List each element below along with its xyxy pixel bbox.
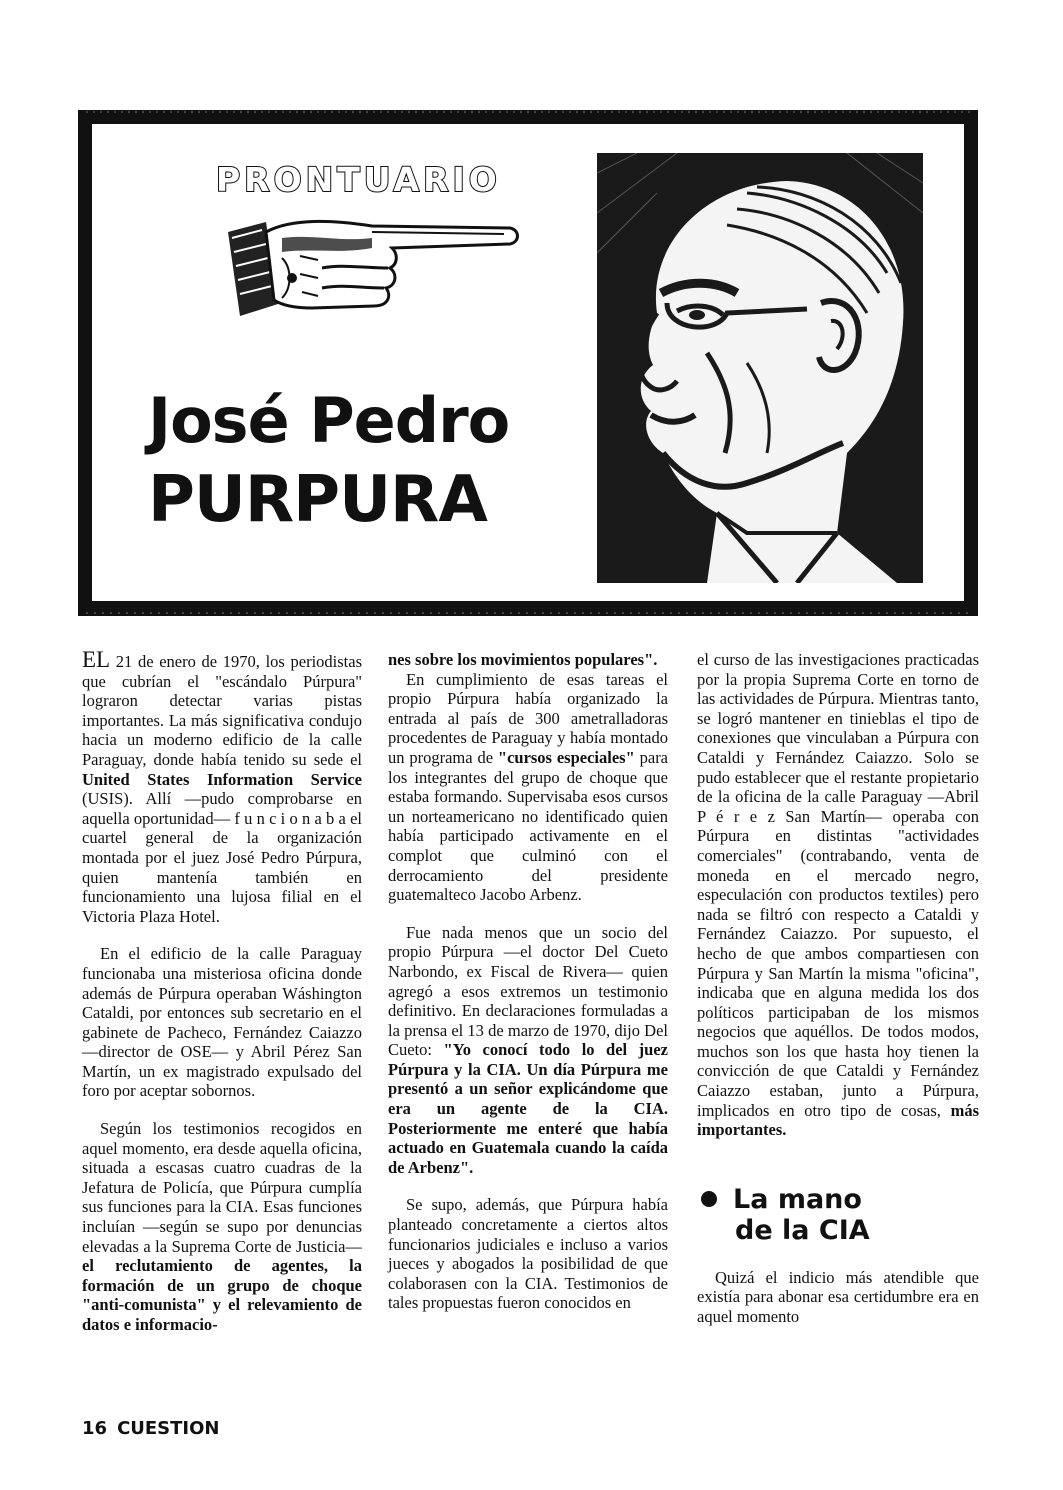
bold-text: "cursos especiales" (497, 747, 635, 767)
paragraph-text: En cumplimiento de esas tareas el propio Púrpura había organizado la entrada al país de 300 ametralladoras procedentes de Paraguay y había montado un programa de (388, 669, 668, 767)
paragraph: Se supo, además, que Púrpura había planteado concretamente a ciertos altos funcionarios judiciales e incluso a varios jueces y abogados la posibilidad de que colaborasen con la CIA. Testimonios de tales propuestas fueron conocidos en (388, 1195, 668, 1313)
paragraph-text: el curso de las investigaciones practicadas por la propia Suprema Corte en torno de las actividades de Púrpura. Mientras tanto, se logró mantener en tinieblas el tipo de conexiones que vinculaban a Púrpura con Cataldi y Fernández Caiazzo. Solo se pudo establecer que el restante propietario de la oficina de la calle Paraguay —Abril P é r e z San Martín— operaba con Púrpura en distintas "actividades comerciales" (contrabando, venta de moneda en el mercado negro, especulación con productos textiles) pero nada se filtró con respecto a Cataldi y Fernández Caiazzo. Por supuesto, el hecho de que ambos compartiesen con Púrpura y San Martín la misma "oficina", indicaba que en alguna medida los dos políticos participaban de los mismos negocios que aquéllos. De todos modos, muchos son los que hasta hoy tienen la convicción de que Cataldi y Fernández Caiazzo estaban, junto a Púrpura, implicados en otro tipo de cosas, (697, 650, 979, 1120)
paragraph-text: para los integrantes del grupo de choque que estaba formando. Supervisaba esos cursos un norteamericano no identificado quien había participado activamente en el complot que culminó con el derrocamiento del presidente guatemalteco Jacobo Arbenz. (388, 747, 669, 905)
subheading-line-2: de la CIA (735, 1214, 870, 1246)
section-label: PRONTUARIO (216, 160, 501, 199)
bold-text: United States Information Service (82, 769, 362, 789)
bold-text: nes sobre los movimientos populares". (388, 650, 658, 669)
paragraph-text: 21 de enero de 1970, los periodistas que cubrían el "escándalo Púrpura" lograron detectar varias pistas importantes. La más significativa condujo hacia un moderno edificio de la calle Paraguay, donde había tenido su sede el (82, 652, 362, 769)
page-number: 16 (82, 1418, 108, 1439)
pointing-hand-icon (222, 208, 522, 328)
bold-text: "Yo conocí todo lo del juez Púrpura y la CIA. Un día Púrpura me presentó a un señor explicándome que era un agente de la CIA. Posteriormente me enteré que había actuado en Guatemala cuando la caída de Arbenz". (388, 1040, 668, 1177)
person-last-name: PURPURA (148, 463, 487, 537)
drop-cap: EL (82, 647, 111, 672)
subheading-line-1: La mano (733, 1183, 862, 1215)
caricature-portrait (597, 153, 923, 583)
paragraph-text: (USIS). Allí —pudo comprobarse en aquella oportunidad— f u n c i o n a b a el cuartel general de la organización montada por el juez José Pedro Púrpura, quien mantenía también en funcionamiento una lujosa filial en el Victoria Plaza Hotel. (82, 789, 362, 926)
bullet-icon (701, 1191, 717, 1207)
article-column-1 (82, 647, 362, 1353)
bold-text: más importantes. (697, 1100, 979, 1140)
page-footer (82, 1418, 220, 1439)
bold-text: el reclutamiento de agentes, la formación de un grupo de choque "anti-comunista" y el relevamiento de datos e informacio- (82, 1256, 362, 1334)
paragraph-text: Fue nada menos que un socio del propio Púrpura —el doctor Del Cueto Narbondo, ex Fiscal de Rivera— quien agregó a esos extremos un testimonio definitivo. En declaraciones formuladas a la prensa el 13 de marzo de 1970, dijo Del Cueto: (388, 922, 668, 1060)
subheading (697, 1184, 979, 1246)
paragraph: Quizá el indicio más atendible que existía para abonar esa certidumbre era en aquel momento (697, 1267, 979, 1327)
paragraph-text: Según los testimonios recogidos en aquel momento, era desde aquella oficina, situada a escasas cuatro cuadras de la Jefatura de Policía, que Púrpura cumplía sus funciones para la CIA. Esas funciones incluían —según se supo por denuncias elevadas a la Suprema Corte de Justicia— (82, 1119, 362, 1256)
publication-name: CUESTION (117, 1418, 220, 1439)
person-first-name: José Pedro (148, 384, 510, 457)
paragraph: En el edificio de la calle Paraguay funcionaba una misteriosa oficina donde además de Púrpura operaban Wáshington Cataldi, por entonces sub secretario en el gabinete de Pacheco, Fernández Caiazzo —director de OSE— y Abril Pérez San Martín, un ex magistrado expulsado del foro por aceptar sobornos. (82, 944, 362, 1101)
article-column-2 (388, 650, 668, 1331)
article-column-3 (697, 650, 979, 1345)
